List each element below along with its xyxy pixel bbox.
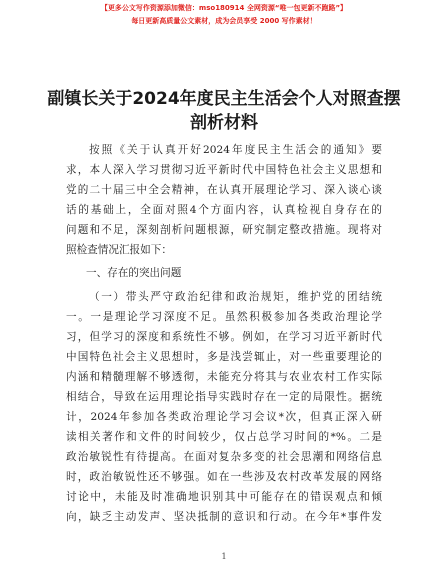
body-line: 讨论中，未能及时准确地识别其中可能存在的错误观点和倾 <box>66 491 382 503</box>
body-line: 时，政治敏锐性还不够强。如在一些涉及农村改革发展的网络 <box>66 471 382 483</box>
body-line: 内涵和精髓理解不够透彻，未能充分将其与农业农村工作实际 <box>66 371 382 383</box>
body-line: 读相关著作和文件的时间较少，仅占总学习时间的*%。二是 <box>66 431 382 443</box>
body-line: 照检查情况汇报如下： <box>66 244 172 256</box>
body-line: （一）带头严守政治纪律和政治规矩，维护党的团结统 <box>89 291 382 303</box>
body-line: 政治敏锐性有待提高。在面对复杂多变的社会思潮和网络信息 <box>66 451 382 463</box>
page-number: 1 <box>221 552 227 561</box>
body-line: 话的基础上，全面对照4个方面内容，认真检视自身存在的 <box>66 204 382 216</box>
body-line: 一。一是理论学习深度不足。虽然积极参加各类政治理论学 <box>66 311 382 323</box>
document-title-line-1: 副镇长关于2024年度民主生活会个人对照查摆 <box>47 89 401 109</box>
body-line: 求，本人深入学习贯彻习近平新时代中国特色社会主义思想和 <box>66 164 382 176</box>
body-line: 党的二十届三中全会精神，在认真开展理论学习、深入谈心谈 <box>66 184 382 196</box>
body-line: 问题和不足，深刻剖析问题根源，研究制定整改措施。现将对 <box>66 224 382 236</box>
section-heading: 一、存在的突出问题 <box>86 267 182 279</box>
body-line: 向，缺乏主动发声、坚决抵制的意识和行动。在今年*事件发 <box>66 511 382 523</box>
promo-banner-line-2: 每日更新高质量公文素材，成为会员享受 2000 写作素材！ <box>131 17 317 25</box>
body-line: 相结合，导致在运用理论指导实践时存在一定的局限性。据统 <box>66 391 382 403</box>
document-title-line-2: 剖析材料 <box>190 113 258 133</box>
promo-banner-line-1: 【更多公文写作资源添加微信：mso180914 全网资源“唯一包更新不跑路”】 <box>100 4 348 12</box>
body-line: 中国特色社会主义思想时，多是浅尝辄止，对一些重要理论的 <box>66 351 382 363</box>
body-line: 习，但学习的深度和系统性不够。例如，在学习习近平新时代 <box>66 331 382 343</box>
body-line: 按照《关于认真开好2024年度民主生活会的通知》要 <box>89 144 382 156</box>
body-line: 计，2024年参加各类政治理论学习会议*次，但真正深入研 <box>66 411 382 423</box>
